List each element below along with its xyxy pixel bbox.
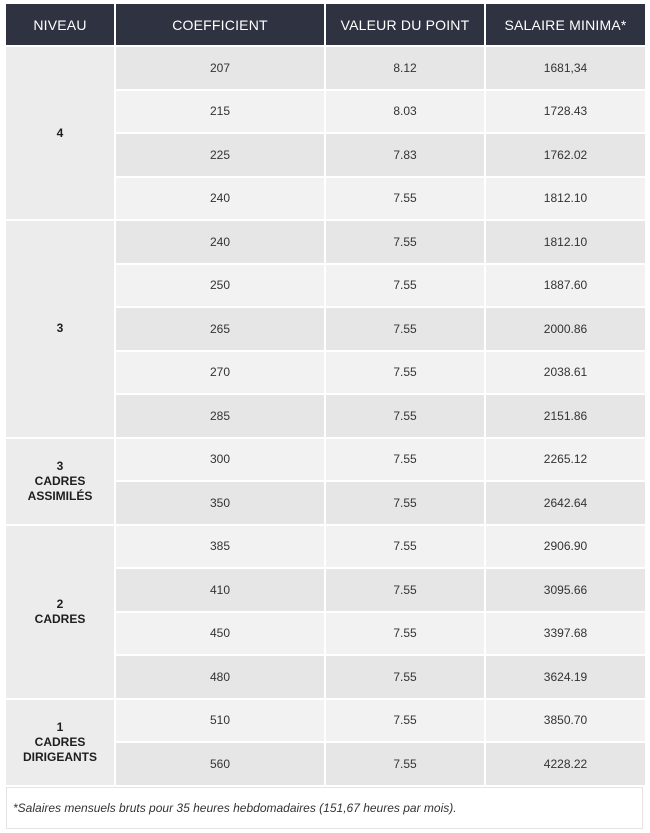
- coefficient-cell: 385: [116, 526, 324, 568]
- coefficient-cell: 300: [116, 439, 324, 481]
- point-value-cell: 7.55: [326, 613, 484, 655]
- table-row: [6, 526, 645, 568]
- point-value-cell: 8.03: [326, 91, 484, 133]
- point-value-cell: 8.12: [326, 47, 484, 89]
- coefficient-cell: 480: [116, 656, 324, 698]
- level-cell-1-cadres-dirigeants: [6, 700, 114, 785]
- point-value-cell: 7.55: [326, 569, 484, 611]
- salary-cell: 3397.68: [486, 613, 645, 655]
- coefficient-cell: 285: [116, 395, 324, 437]
- level-label: 3: [56, 321, 64, 336]
- point-value-cell: 7.55: [326, 482, 484, 524]
- salary-cell: 1887.60: [486, 265, 645, 307]
- salary-cell: 2265.12: [486, 439, 645, 481]
- coefficient-cell: 225: [116, 134, 324, 176]
- level-label: CADRES: [34, 473, 86, 488]
- salary-grid-table: [4, 2, 647, 787]
- salary-cell: 1812.10: [486, 178, 645, 220]
- point-value-cell: 7.55: [326, 526, 484, 568]
- level-label: DIRIGEANTS: [22, 749, 97, 764]
- table-row: [6, 439, 645, 481]
- salary-cell: 1812.10: [486, 221, 645, 263]
- coefficient-cell: 240: [116, 178, 324, 220]
- level-label: 4: [56, 125, 64, 140]
- coefficient-cell: 270: [116, 352, 324, 394]
- header-row: [6, 4, 645, 45]
- table-row: [6, 47, 645, 89]
- coefficient-cell: 410: [116, 569, 324, 611]
- coefficient-cell: 215: [116, 91, 324, 133]
- coefficient-cell: 240: [116, 221, 324, 263]
- salary-cell: 2000.86: [486, 308, 645, 350]
- salary-cell: 3850.70: [486, 700, 645, 742]
- coefficient-cell: 265: [116, 308, 324, 350]
- coefficient-cell: 250: [116, 265, 324, 307]
- salary-table-container: [4, 2, 645, 829]
- coefficient-cell: 350: [116, 482, 324, 524]
- header-coefficient: COEFFICIENT: [116, 4, 324, 45]
- salary-cell: 2151.86: [486, 395, 645, 437]
- salary-cell: 3095.66: [486, 569, 645, 611]
- table-row: [6, 700, 645, 742]
- salary-cell: 4228.22: [486, 743, 645, 785]
- point-value-cell: 7.55: [326, 656, 484, 698]
- footnote: *Salaires mensuels bruts pour 35 heures hebdomadaires (151,67 heures par mois).: [6, 787, 643, 829]
- level-label: ASSIMILÉS: [27, 488, 93, 503]
- level-label: CADRES: [34, 611, 86, 626]
- point-value-cell: 7.55: [326, 700, 484, 742]
- header-niveau: NIVEAU: [6, 4, 114, 45]
- salary-cell: 1762.02: [486, 134, 645, 176]
- point-value-cell: 7.55: [326, 743, 484, 785]
- level-label: 3: [56, 458, 64, 473]
- salary-cell: 1681,34: [486, 47, 645, 89]
- level-cell-3: [6, 221, 114, 437]
- salary-cell: 2906.90: [486, 526, 645, 568]
- coefficient-cell: 510: [116, 700, 324, 742]
- point-value-cell: 7.55: [326, 178, 484, 220]
- level-cell-2-cadres: [6, 526, 114, 698]
- point-value-cell: 7.55: [326, 265, 484, 307]
- header-valeur-point: VALEUR DU POINT: [326, 4, 484, 45]
- point-value-cell: 7.55: [326, 439, 484, 481]
- coefficient-cell: 560: [116, 743, 324, 785]
- level-cell-4: [6, 47, 114, 219]
- point-value-cell: 7.55: [326, 221, 484, 263]
- coefficient-cell: 207: [116, 47, 324, 89]
- point-value-cell: 7.55: [326, 352, 484, 394]
- level-label: 1: [56, 719, 64, 734]
- level-cell-3-cadres-assimiles: [6, 439, 114, 524]
- point-value-cell: 7.55: [326, 308, 484, 350]
- level-label: CADRES: [34, 734, 86, 749]
- salary-cell: 2038.61: [486, 352, 645, 394]
- salary-cell: 3624.19: [486, 656, 645, 698]
- header-salaire-minima: SALAIRE MINIMA*: [486, 4, 645, 45]
- point-value-cell: 7.83: [326, 134, 484, 176]
- table-row: [6, 221, 645, 263]
- coefficient-cell: 450: [116, 613, 324, 655]
- point-value-cell: 7.55: [326, 395, 484, 437]
- salary-cell: 2642.64: [486, 482, 645, 524]
- level-label: 2: [56, 596, 64, 611]
- salary-cell: 1728.43: [486, 91, 645, 133]
